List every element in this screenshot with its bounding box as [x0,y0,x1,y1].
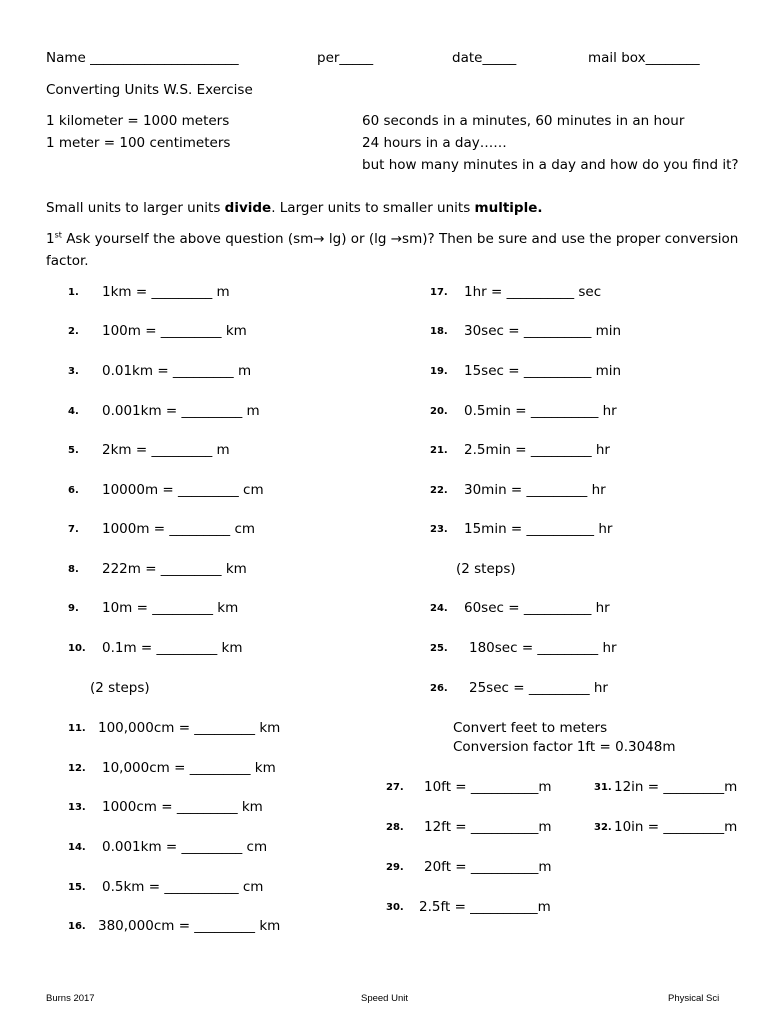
problem-number: 23. [430,524,448,535]
problem-31[interactable]: 12in = _________m [614,779,738,795]
problem-5[interactable]: 2km = _________ m [102,442,230,458]
problem-24[interactable]: 60sec = __________ hr [464,600,610,616]
period-field[interactable]: per_____ [317,50,374,66]
instruction-text: Ask yourself the above question (sm→ lg) or (lg →sm)? Then be sure and use the proper conversion [61,231,739,247]
problem-number: 8. [68,564,79,575]
problem-23[interactable]: 15min = __________ hr [464,521,613,537]
problem-number: 4. [68,406,79,417]
problem-number: 17. [430,287,448,298]
conversion-rule [46,200,543,216]
worksheet-title: Converting Units W.S. Exercise [46,82,253,98]
feet-conversion-factor: Conversion factor 1ft = 0.3048m [453,739,676,755]
problem-21[interactable]: 2.5min = _________ hr [464,442,610,458]
problem-28[interactable]: 12ft = __________m [424,819,552,835]
problem-number: 30. [386,902,404,913]
problem-number: 16. [68,921,86,932]
problem-number: 5. [68,445,79,456]
problem-number: 24. [430,603,448,614]
problem-8[interactable]: 222m = _________ km [102,561,247,577]
footer-author: Burns 2017 [46,993,95,1004]
problem-number: 6. [68,485,79,496]
rule-part-1: Small units to larger units [46,200,225,216]
problem-number: 21. [430,445,448,456]
problem-27[interactable]: 10ft = __________m [424,779,552,795]
problem-number: 11. [68,723,86,734]
problem-15[interactable]: 0.5km = ___________ cm [102,879,264,895]
problem-4[interactable]: 0.001km = _________ m [102,403,260,419]
fact-m-cm: 1 meter = 100 centimeters [46,135,231,151]
problem-3[interactable]: 0.01km = _________ m [102,363,252,379]
problem-number: 27. [386,782,404,793]
problem-32[interactable]: 10in = _________m [614,819,738,835]
footer-course: Physical Sci [668,993,720,1004]
instruction-number: 1 [46,231,55,247]
rule-multiple: multiple. [474,200,543,216]
problem-number: 15. [68,882,86,893]
problem-7[interactable]: 1000m = _________ cm [102,521,256,537]
problem-number: 28. [386,822,404,833]
two-steps-note-right: (2 steps) [456,561,516,577]
problem-18[interactable]: 30sec = __________ min [464,323,622,339]
problem-16[interactable]: 380,000cm = _________ km [98,918,281,934]
problem-20[interactable]: 0.5min = __________ hr [464,403,617,419]
instruction-line-1 [46,231,738,247]
problem-2[interactable]: 100m = _________ km [102,323,247,339]
problem-9[interactable]: 10m = _________ km [102,600,239,616]
problem-26[interactable]: 25sec = _________ hr [469,680,608,696]
problem-number: 19. [430,366,448,377]
fact-seconds-minutes: 60 seconds in a minutes, 60 minutes in an hour [362,113,685,129]
problem-number: 13. [68,802,86,813]
footer-unit: Speed Unit [361,993,409,1004]
problem-number: 31. [594,782,612,793]
instruction-superscript: st [54,230,62,240]
problem-number: 29. [386,862,404,873]
name-field[interactable]: Name ______________________ [46,50,239,66]
problem-29[interactable]: 20ft = __________m [424,859,552,875]
problem-number: 14. [68,842,86,853]
problem-number: 25. [430,643,448,654]
problem-number: 22. [430,485,448,496]
problem-1[interactable]: 1km = _________ m [102,284,230,300]
problem-number: 12. [68,763,86,774]
problem-12[interactable]: 10,000cm = _________ km [102,760,276,776]
problem-14[interactable]: 0.001km = _________ cm [102,839,268,855]
problem-6[interactable]: 10000m = _________ cm [102,482,264,498]
problem-number: 1. [68,287,79,298]
problem-17[interactable]: 1hr = __________ sec [464,284,602,300]
problem-number: 20. [430,406,448,417]
problem-25[interactable]: 180sec = _________ hr [469,640,617,656]
fact-km-m: 1 kilometer = 1000 meters [46,113,230,129]
problem-number: 7. [68,524,79,535]
problem-number: 18. [430,326,448,337]
problem-number: 10. [68,643,86,654]
problem-19[interactable]: 15sec = __________ min [464,363,622,379]
problem-30[interactable]: 2.5ft = __________m [419,899,551,915]
fact-minutes-question: but how many minutes in a day and how do you find it? [362,157,739,173]
problem-13[interactable]: 1000cm = _________ km [102,799,263,815]
problem-11[interactable]: 100,000cm = _________ km [98,720,281,736]
problem-number: 2. [68,326,79,337]
fact-hours-day: 24 hours in a day…… [362,135,507,151]
problem-22[interactable]: 30min = _________ hr [464,482,606,498]
rule-part-2: . Larger units to smaller units [271,200,475,216]
two-steps-note-left: (2 steps) [90,680,150,696]
problem-number: 32. [594,822,612,833]
problem-number: 26. [430,683,448,694]
problem-number: 3. [68,366,79,377]
problem-10[interactable]: 0.1m = _________ km [102,640,243,656]
feet-section-title: Convert feet to meters [453,720,608,736]
rule-divide: divide [224,200,272,216]
mailbox-field[interactable]: mail box________ [588,50,700,66]
instruction-line-2: factor. [46,253,89,269]
date-field[interactable]: date_____ [452,50,517,66]
problem-number: 9. [68,603,79,614]
